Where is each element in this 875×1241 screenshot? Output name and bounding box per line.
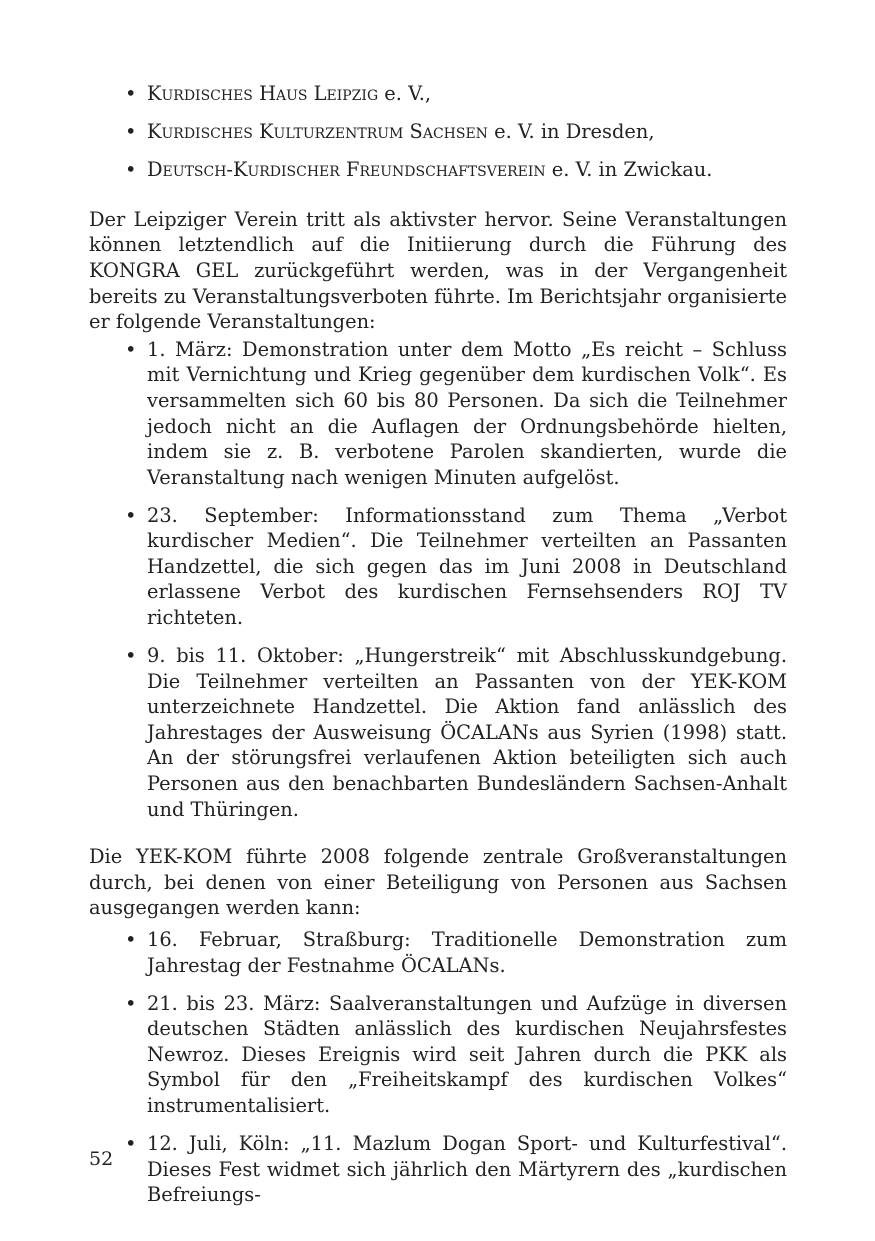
bullet: • xyxy=(125,644,137,668)
bullet: • xyxy=(125,120,137,144)
association-suffix: e. V. in Dresden, xyxy=(487,120,655,144)
page-number: 52 xyxy=(89,1148,114,1170)
association-name: Kurdisches Kulturzentrum Sachsen xyxy=(147,120,488,144)
event-text: 16. Februar, Straßburg: Traditionelle Demonstration zum Jahrestag der Festnahme ÖCALANs. xyxy=(147,928,787,977)
association-name: Deutsch-Kurdischer Freundschaftsverein xyxy=(147,158,546,182)
list-item xyxy=(89,927,787,978)
association-suffix: e. V. in Zwickau. xyxy=(545,158,713,182)
event-text: 12. Juli, Köln: „11. Mazlum Dogan Sport- und Kulturfestival“. Dieses Fest widmet sich jährlich den Märtyrern des „kurdischen Befreiungs- xyxy=(147,1131,787,1207)
bullet: • xyxy=(125,1131,137,1155)
paragraph-yek-kom: Die YEK-KOM führte 2008 folgende zentrale Großveranstaltungen durch, bei denen von einer Beteiligung von Personen aus Sachsen ausgegangen werden kann: xyxy=(89,845,787,920)
bullet: • xyxy=(125,503,137,527)
bullet: • xyxy=(125,928,137,951)
central-events-list xyxy=(89,927,787,1208)
event-text: 9. bis 11. Oktober: „Hungerstreik“ mit Abschlusskundgebung. Die Teilnehmer verteilten an Passanten von der YEK-KOM unterzeichnete Handzettel. Die Aktion fand anlässlich des Jahrestages der Ausweisung ÖCALANs aus Syrien (1998) statt. An der störungsfrei verlaufenen Aktion beteiligten sich auch Personen aus den benachbarten Bundesländern Sachsen-Anhalt und Thüringen. xyxy=(147,644,787,821)
event-text: 23. September: Informationsstand zum Thema „Verbot kurdischer Medien“. Die Teilnehmer verteilten an Passanten Handzettel, die sich gegen das im Juni 2008 in Deutschland erlassene Verbot des kurdischen Fernsehsenders ROJ TV richteten. xyxy=(147,503,787,630)
bullet: • xyxy=(125,337,137,361)
list-item xyxy=(89,157,787,183)
event-text: 1. März: Demonstration unter dem Motto „Es reicht – Schluss mit Vernichtung und Krieg gegenüber dem kurdischen Volk“. Es versammelten sich 60 bis 80 Personen. Da sich die Teilnehmer jedoch nicht an die Auflagen der Ordnungsbehörde hielten, indem sie z. B. verbotene Parolen skandierten, wurde die Veranstaltung nach wenigen Minuten aufgelöst. xyxy=(147,337,787,489)
list-item xyxy=(89,991,787,1119)
association-list xyxy=(89,81,787,183)
bullet: • xyxy=(125,991,137,1015)
association-suffix: e. V., xyxy=(378,82,432,105)
list-item xyxy=(89,1131,787,1208)
bullet: • xyxy=(125,82,137,105)
list-item xyxy=(89,643,787,822)
bullet: • xyxy=(125,158,137,182)
association-name: Kurdisches Haus Leipzig xyxy=(147,82,379,105)
list-item xyxy=(89,337,787,491)
list-item xyxy=(89,503,787,631)
page-content xyxy=(89,81,787,1220)
list-item xyxy=(89,81,787,107)
event-text: 21. bis 23. März: Saalveranstaltungen und Aufzüge in diversen deutschen Städten anlässlich des kurdischen Neujahrsfestes Newroz. Dieses Ereignis wird seit Jahren durch die PKK als Symbol für den „Freiheitskampf des kurdischen Volkes“ instrumentalisiert. xyxy=(147,991,787,1117)
paragraph-leipzig: Der Leipziger Verein tritt als aktivster hervor. Seine Veranstaltungen können letztendlich auf die Initiierung durch die Führung des KONGRA GEL zurückgeführt werden, was in der Vergangenheit bereits zu Veranstaltungsverboten führte. Im Berichtsjahr organisierte er folgende Veranstaltungen: xyxy=(89,207,787,334)
list-item xyxy=(89,119,787,145)
leipzig-events-list xyxy=(89,337,787,822)
